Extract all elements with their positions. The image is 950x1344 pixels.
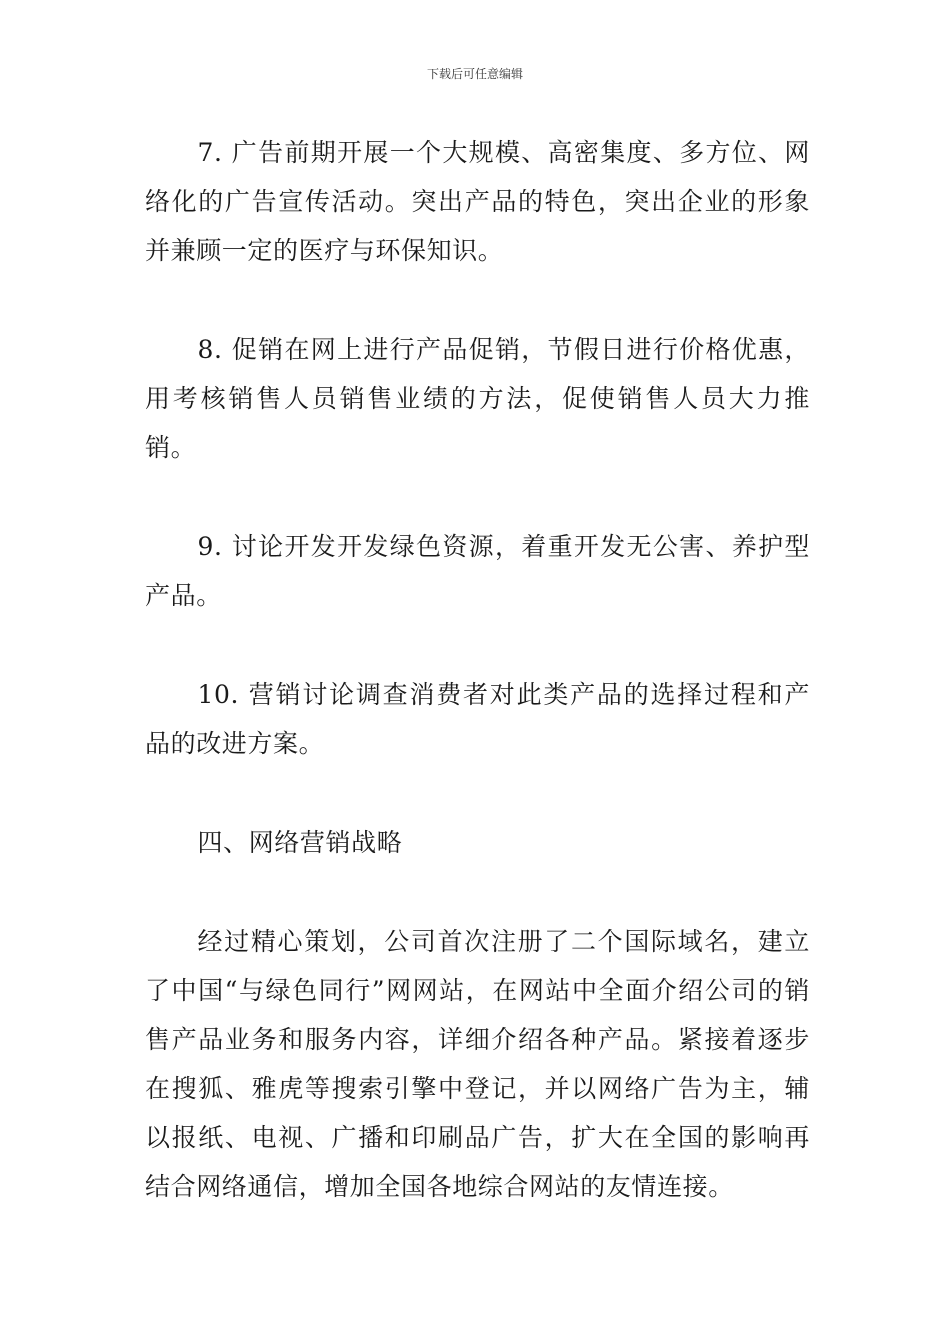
document-body	[145, 128, 810, 1211]
page-header: 下载后可任意编辑	[426, 67, 523, 81]
paragraph-gap	[145, 472, 810, 522]
paragraph-research-development: 9. 讨论开发开发绿色资源，着重开发无公害、养护型产品。	[145, 532, 810, 610]
section-heading: 四、网络营销战略	[197, 828, 403, 857]
paragraph-advertising: 7. 广告前期开展一个大规模、高密集度、多方位、网络化的广告宣传活动。突出产品的特色，突出企业的形象并兼顾一定的医疗与环保知识。	[145, 138, 810, 265]
paragraph-network-strategy: 经过精心策划，公司首次注册了二个国际域名，建立了中国“与绿色同行”网网站，在网站中全面介绍公司的销售产品业务和服务内容，详细介绍各种产品。紧接着逐步在搜狐、雅虎等搜索引擎中登记，并以网络广告为主，辅以报纸、电视、广播和印刷品广告，扩大在全国的影响再结合网络通信，增加全国各地综合网站的友情连接。	[145, 927, 810, 1201]
paragraph-gap	[145, 867, 810, 917]
paragraph-gap	[145, 768, 810, 818]
paragraph-marketing-research: 10. 营销讨论调查消费者对此类产品的选择过程和产品的改进方案。	[145, 680, 810, 758]
paragraph-promotion: 8. 促销在网上进行产品促销，节假日进行价格优惠，用考核销售人员销售业绩的方法，促使销售人员大力推销。	[145, 335, 810, 462]
paragraph-gap	[145, 620, 810, 670]
paragraph-gap	[145, 275, 810, 325]
